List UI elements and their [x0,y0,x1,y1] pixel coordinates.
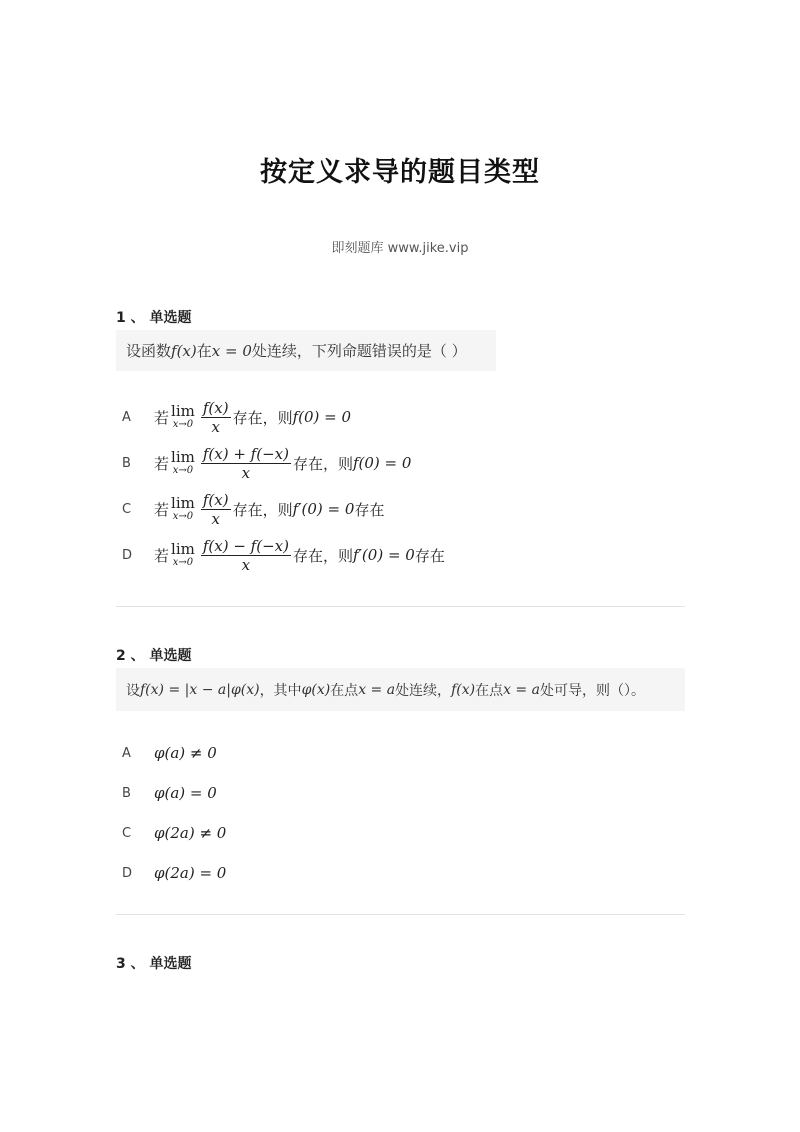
stem-text: 设 [126,682,140,699]
option-math: f(0) = 0 [292,408,352,426]
stem-math: f(x) [171,341,197,360]
question-3-label: 3 、 单选题 [116,956,192,972]
stem-text: 在 [196,342,212,360]
option-text: 存在，则 [232,408,293,427]
option-math: φ(a) = 0 [154,784,217,802]
fraction: $\frac{f(x)}{x}$ [202,398,229,436]
limit-operator: lim x→0 [171,540,195,568]
option-math: φ(a) ≠ 0 [154,744,217,762]
option-letter: D [122,865,133,881]
option-letter: A [122,409,131,425]
question-2-option-c[interactable] [122,813,226,853]
option-text: 存在，则 [292,454,353,473]
option-letter: B [122,455,131,471]
fraction: $\frac{f(x) + f(-x)}{x}$ [202,444,289,482]
question-1-option-b[interactable] [122,443,411,483]
question-divider [116,606,685,607]
stem-text: 处连续，下列命题错误的是（ ） [251,342,467,360]
option-text: 存在，则 [292,546,353,565]
option-content [154,491,384,528]
question-1-stem [116,330,496,371]
option-text: 若 [154,454,170,473]
stem-math: x = a [503,681,540,698]
stem-math: f(x) [451,681,476,698]
limit-operator: lim x→0 [171,402,195,430]
option-text: 存在 [414,546,445,565]
question-2-option-b[interactable] [122,773,217,813]
option-content [154,399,351,436]
option-math: φ(2a) = 0 [154,864,227,882]
limit-operator: lim x→0 [171,494,195,522]
page-title: 按定义求导的题目类型 [260,157,540,188]
question-2-stem [116,668,685,711]
option-content [154,445,411,482]
option-math: f′(0) = 0 [292,500,355,518]
option-letter: D [122,547,133,563]
stem-text: ，其中 [259,682,302,699]
option-letter: A [122,745,131,761]
option-letter: C [122,501,132,517]
option-math: f(0) = 0 [352,454,412,472]
option-math: φ(2a) ≠ 0 [154,824,227,842]
question-divider [116,914,685,915]
stem-text: 在点 [475,682,504,699]
stem-math: x = a [358,681,396,698]
stem-text: 在点 [330,682,359,699]
question-1-label: 1 、 单选题 [116,310,192,326]
option-text: 存在，则 [232,500,293,519]
option-text: 若 [154,546,170,565]
option-letter: C [122,825,132,841]
limit-operator: lim x→0 [171,448,195,476]
stem-text: 设函数 [126,342,172,360]
question-1-option-a[interactable] [122,397,351,437]
stem-math: f(x) = |x − a|φ(x) [140,681,260,698]
fraction: $\frac{f(x)}{x}$ [202,490,229,528]
option-text: 存在 [354,500,385,519]
option-letter: B [122,785,131,801]
question-1-option-d[interactable] [122,535,445,575]
option-text: 若 [154,500,170,519]
stem-math: x = 0 [211,341,252,360]
question-2-option-d[interactable] [122,853,226,893]
stem-math: φ(x) [301,681,331,698]
question-2-option-a[interactable] [122,733,217,773]
source-line: 即刻题库 www.jike.vip [331,241,469,256]
stem-text: 处连续， [395,682,452,699]
fraction: $\frac{f(x) - f(-x)}{x}$ [202,536,289,574]
stem-text: 处可导，则（）。 [539,682,645,699]
option-content [154,537,445,574]
question-1-option-c[interactable] [122,489,384,529]
option-text: 若 [154,408,170,427]
option-math: f′(0) = 0 [352,546,415,564]
question-2-label: 2 、 单选题 [116,648,192,664]
